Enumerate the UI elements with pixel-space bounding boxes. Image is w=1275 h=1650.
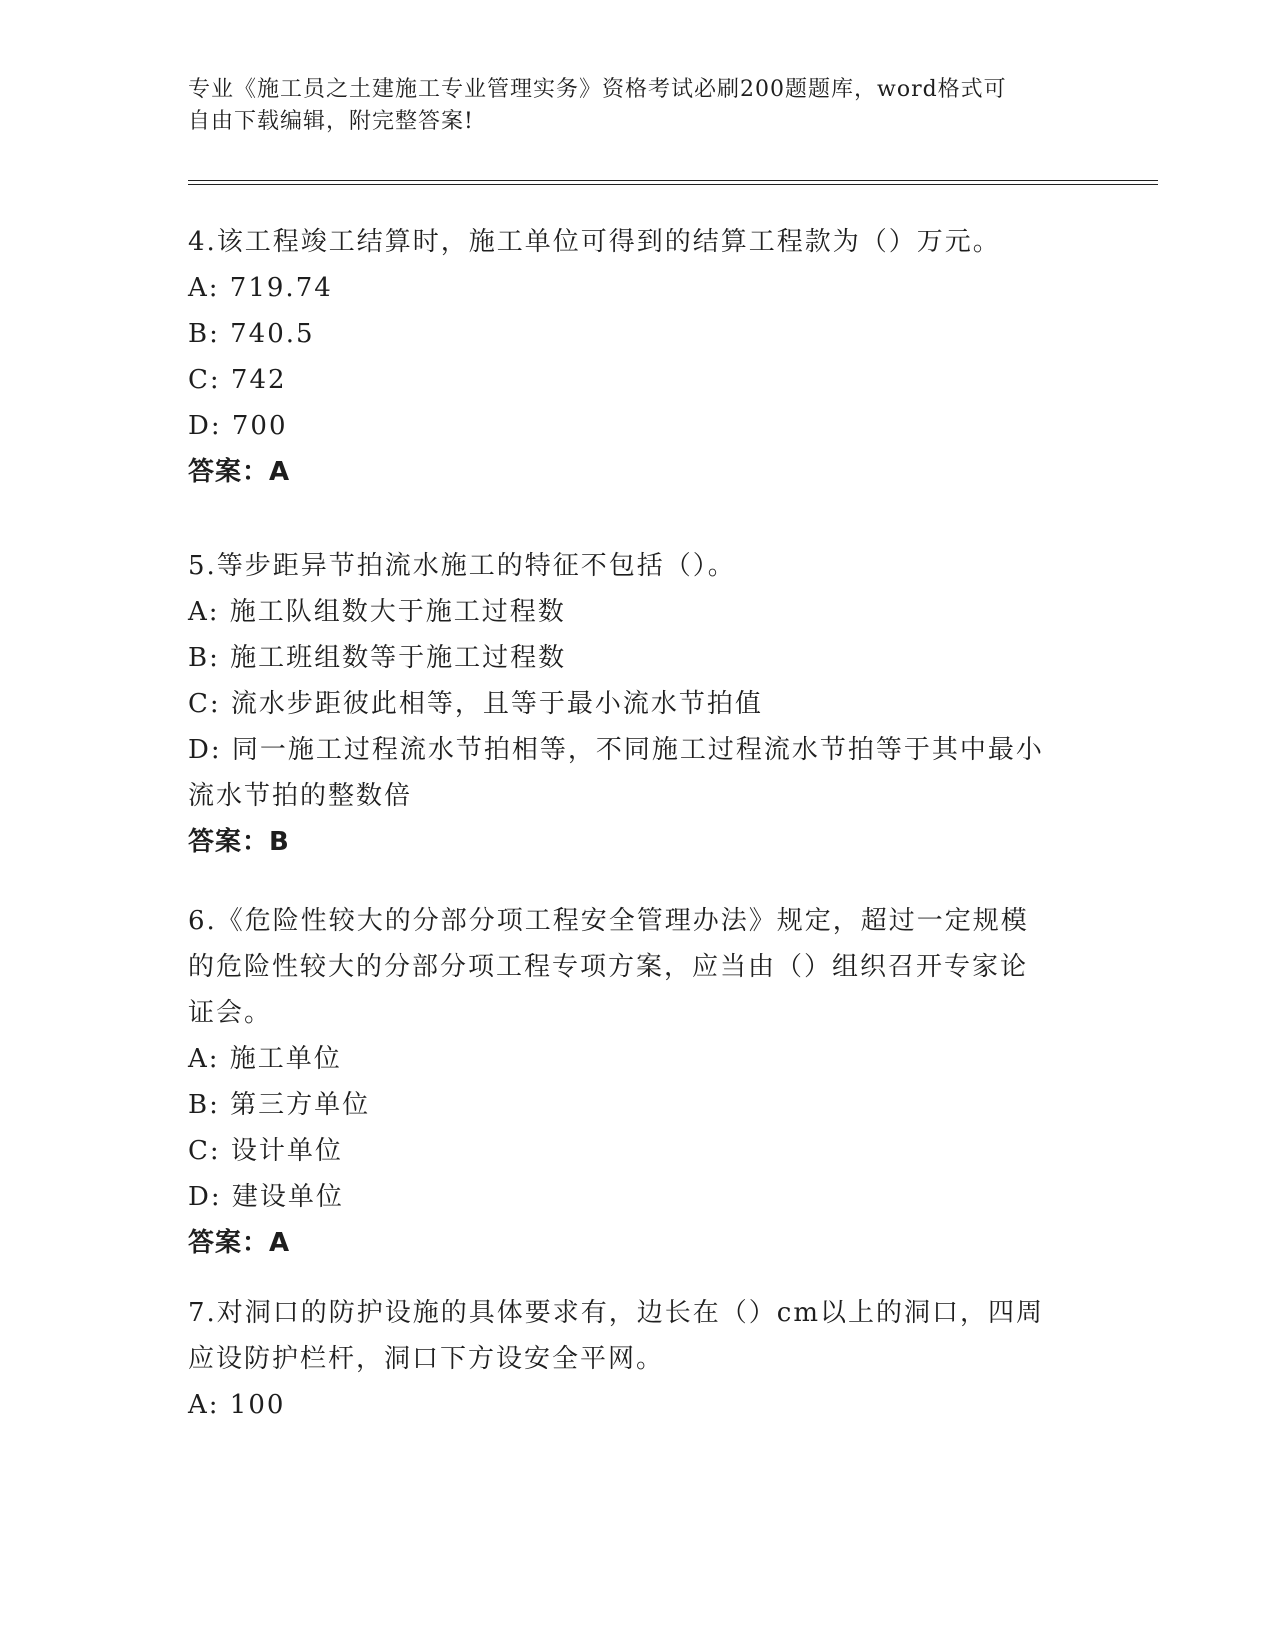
question-stem-line-2: 的危险性较大的分部分项工程专项方案，应当由（）组织召开专家论 (188, 952, 1029, 982)
question-stem-line-3: 证会。 (188, 998, 273, 1028)
header-line-2: 自由下载编辑，附完整答案! (188, 109, 474, 134)
header-divider-bottom (188, 184, 1158, 185)
option-a: A: 施工队组数大于施工过程数 (188, 597, 566, 627)
question-stem: 5.等步距异节拍流水施工的特征不包括（）。 (188, 551, 736, 581)
option-d-continued: 流水节拍的整数倍 (188, 781, 413, 811)
header-divider-top (188, 180, 1158, 181)
option-a: A: 100 (188, 1390, 286, 1420)
option-b: B: 第三方单位 (188, 1090, 371, 1120)
option-c: C: 设计单位 (188, 1136, 343, 1166)
option-c: C: 742 (188, 365, 287, 395)
question-7 (188, 1290, 1088, 1428)
option-d: D: 700 (188, 411, 288, 441)
option-d: D: 建设单位 (188, 1182, 344, 1212)
question-6 (188, 898, 1088, 1266)
document-header (188, 74, 1068, 138)
header-line-1: 专业《施工员之土建施工专业管理实务》资格考试必刷200题题库，word格式可 (188, 77, 1007, 102)
option-c: C: 流水步距彼此相等，且等于最小流水节拍值 (188, 689, 763, 719)
option-a: A: 施工单位 (188, 1044, 342, 1074)
question-stem: 4.该工程竣工结算时，施工单位可得到的结算工程款为（）万元。 (188, 227, 1001, 257)
option-b: B: 施工班组数等于施工过程数 (188, 643, 567, 673)
answer: 答案：A (188, 457, 291, 487)
answer: 答案：A (188, 1228, 291, 1258)
question-stem-line-1: 6.《危险性较大的分部分项工程安全管理办法》规定，超过一定规模 (188, 906, 1029, 936)
question-5 (188, 543, 1088, 865)
question-4 (188, 219, 1088, 495)
answer: 答案：B (188, 827, 290, 857)
question-stem-line-2: 应设防护栏杆，洞口下方设安全平网。 (188, 1344, 665, 1374)
question-stem-line-1: 7.对洞口的防护设施的具体要求有，边长在（）cm以上的洞口，四周 (188, 1298, 1045, 1328)
option-d: D: 同一施工过程流水节拍相等，不同施工过程流水节拍等于其中最小 (188, 735, 1044, 765)
option-a: A: 719.74 (188, 273, 333, 303)
option-b: B: 740.5 (188, 319, 315, 349)
